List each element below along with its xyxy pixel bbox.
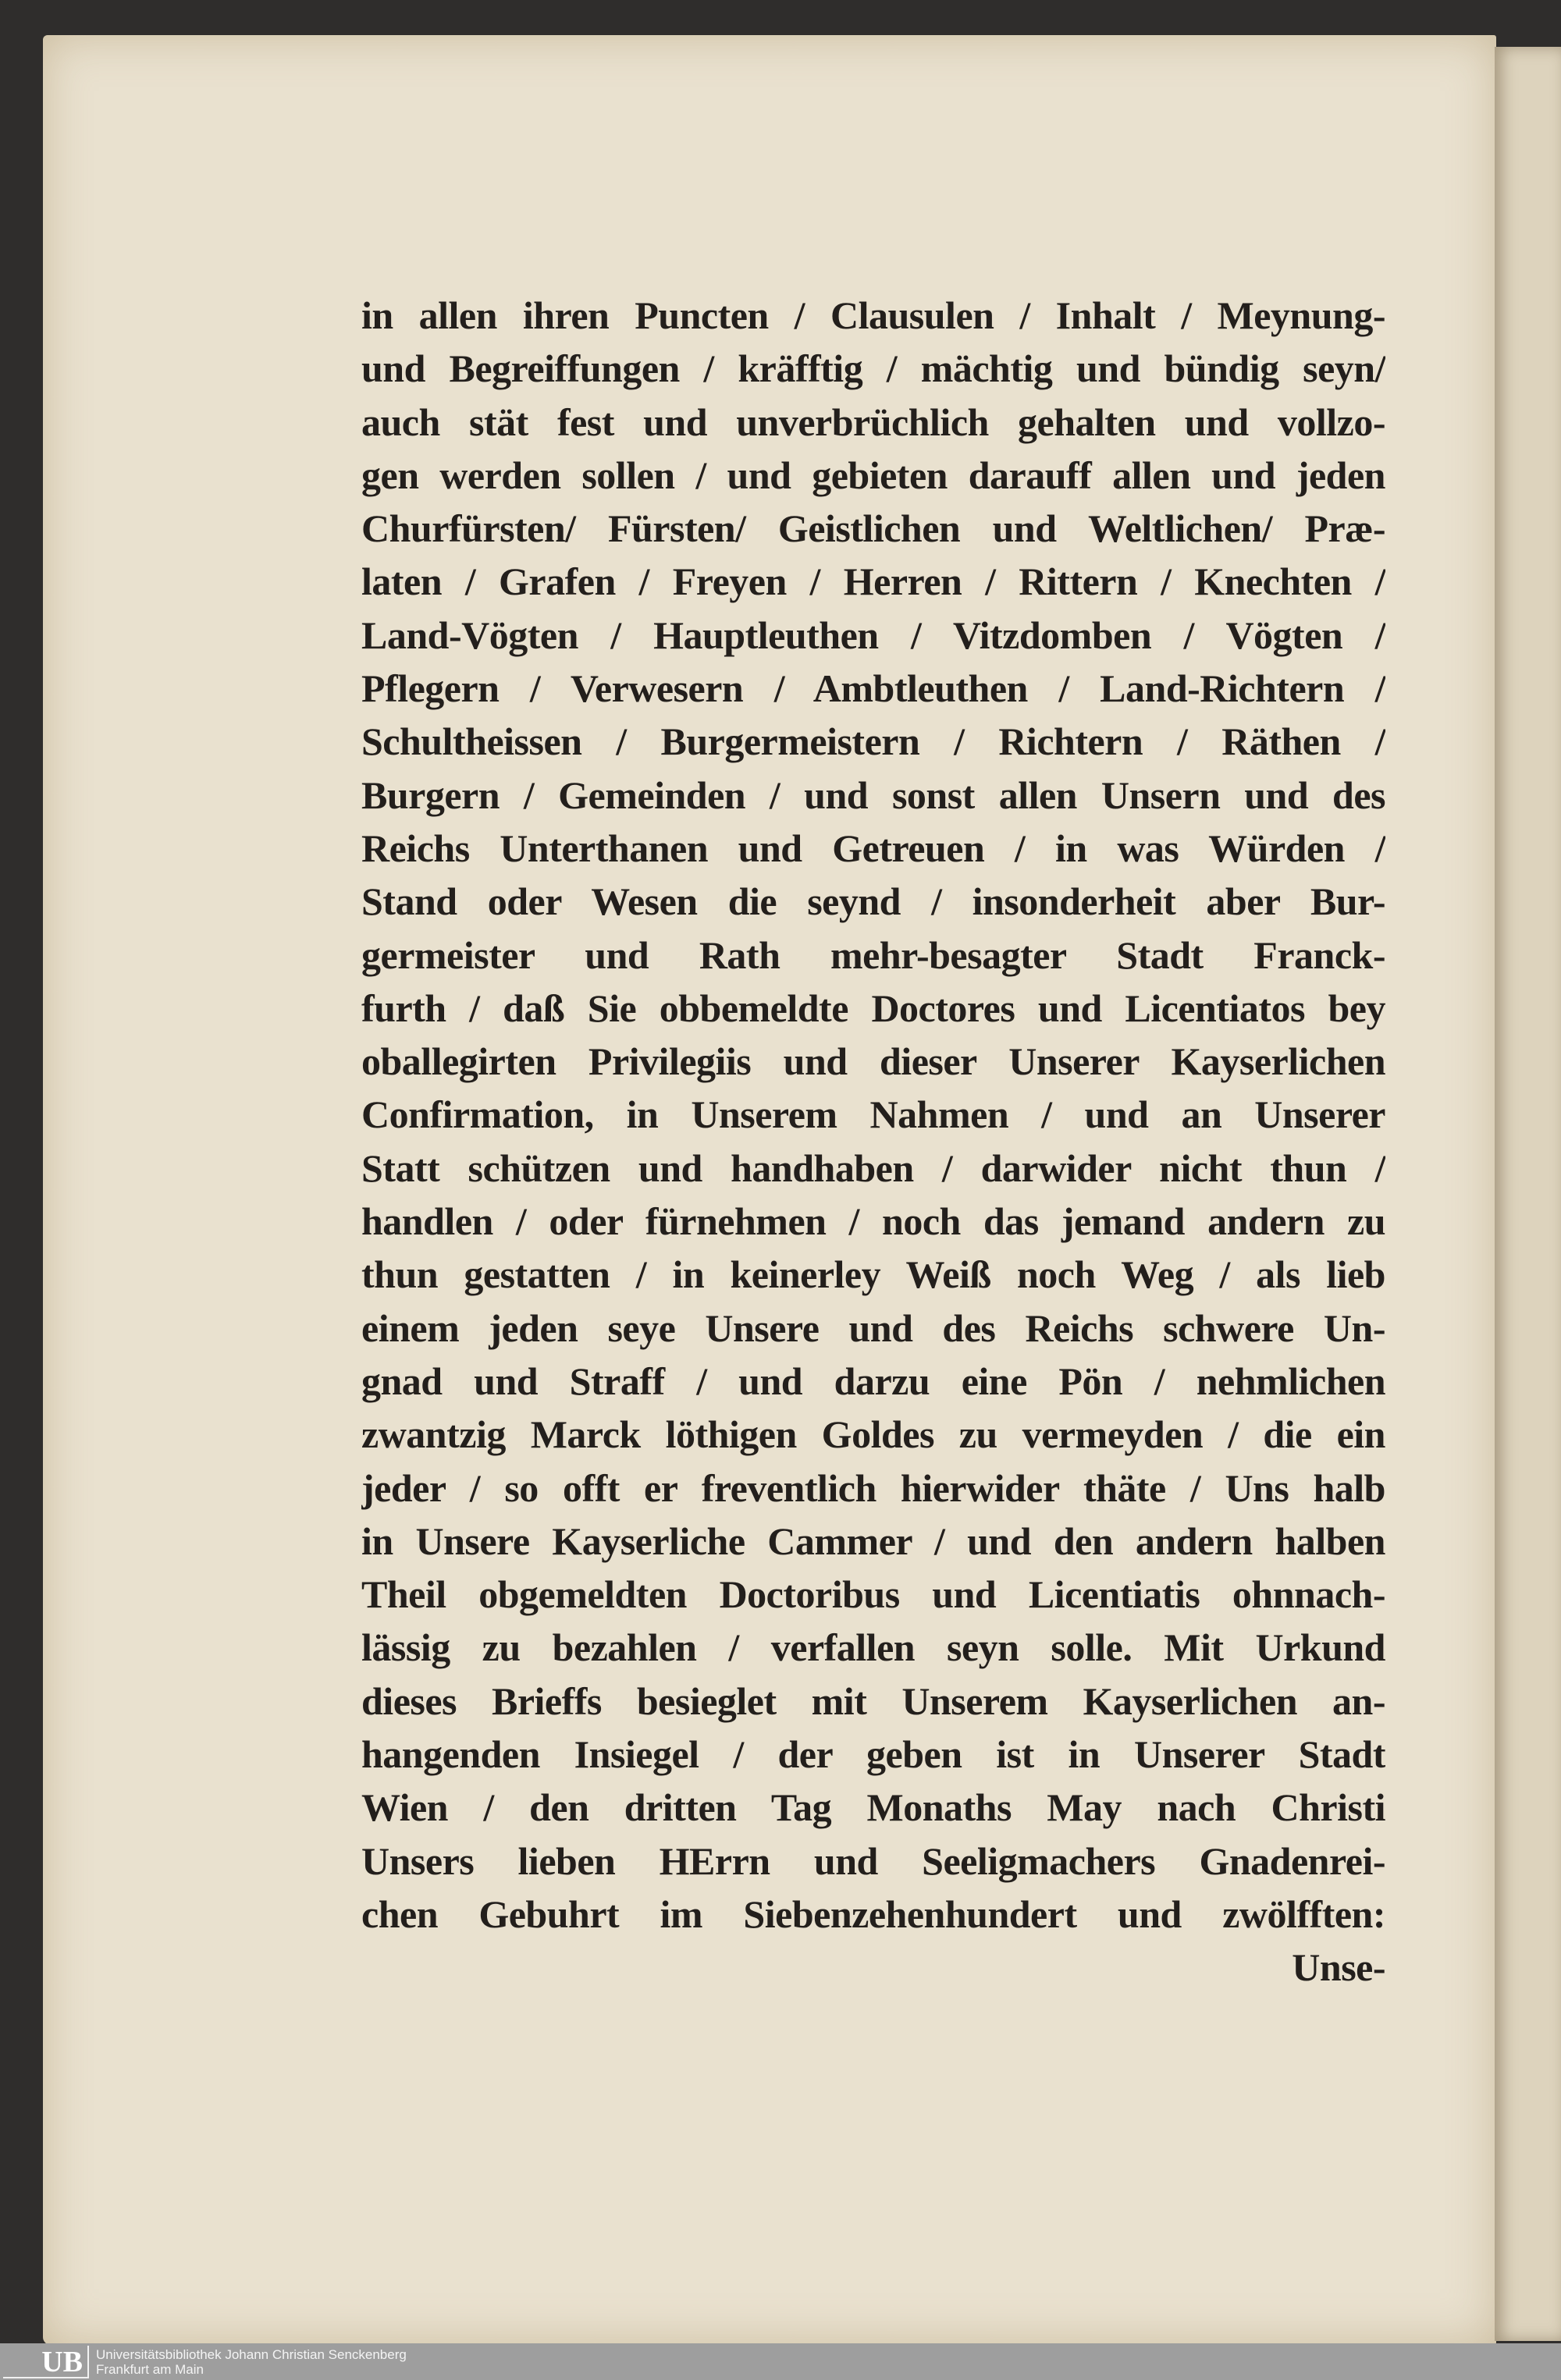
page-text-block: [361, 289, 1385, 1995]
text-line: Unsers lieben HErrn und Seeligmachers Gnadenrei-: [361, 1838, 1385, 1883]
ub-logo: UB: [3, 2346, 89, 2378]
text-line: chen Gebuhrt im Siebenzehenhundert und zwölfften:: [361, 1892, 1385, 1936]
text-line: auch stät fest und unverbrüchlich gehalten und vollzo-: [361, 400, 1385, 444]
text-line: hangenden Insiegel / der geben ist in Unserer Stadt: [361, 1732, 1385, 1777]
text-line: gnad und Straff / und darzu eine Pön / nehmlichen: [361, 1359, 1385, 1403]
catchword: Unse-: [1292, 1945, 1385, 1990]
footer-city: Frankfurt am Main: [96, 2362, 204, 2377]
text-line: Theil obgemeldten Doctoribus und Licentiatis ohnnach-: [361, 1572, 1385, 1617]
facing-page-edge: [1495, 47, 1561, 2341]
text-line: gen werden sollen / und gebieten darauff allen und jeden: [361, 453, 1385, 497]
text-line: Pflegern / Verwesern / Ambtleuthen / Land-Richtern /: [361, 666, 1385, 711]
text-line: einem jeden seye Unsere und des Reichs schwere Un-: [361, 1305, 1385, 1350]
text-line: in allen ihren Puncten / Clausulen / Inhalt / Meynung-: [361, 293, 1385, 337]
text-line: laten / Grafen / Freyen / Herren / Rittern / Knechten /: [361, 559, 1385, 604]
text-line: lässig zu bezahlen / verfallen seyn solle. Mit Urkund: [361, 1625, 1385, 1670]
text-line: Land-Vögten / Hauptleuthen / Vitzdomben / Vögten /: [361, 613, 1385, 657]
text-line: Schultheissen / Burgermeistern / Richtern / Räthen /: [361, 719, 1385, 764]
text-line: Reichs Unterthanen und Getreuen / in was Würden /: [361, 826, 1385, 870]
text-line: Burgern / Gemeinden / und sonst allen Unsern und des: [361, 773, 1385, 817]
text-line: dieses Brieffs besieglet mit Unserem Kayserlichen an-: [361, 1678, 1385, 1723]
text-line: Stand oder Wesen die seynd / insonderheit aber Bur-: [361, 879, 1385, 924]
text-line: Churfürsten/ Fürsten/ Geistlichen und Weltlichen/ Præ-: [361, 506, 1385, 551]
text-line: jeder / so offt er freventlich hierwider thäte / Uns halb: [361, 1465, 1385, 1510]
text-line: germeister und Rath mehr-besagter Stadt Franck-: [361, 932, 1385, 977]
text-line: thun gestatten / in keinerley Weiß noch Weg / als lieb: [361, 1252, 1385, 1297]
text-line: furth / daß Sie obbemeldte Doctores und Licentiatos bey: [361, 986, 1385, 1030]
text-line: Statt schützen und handhaben / darwider nicht thun /: [361, 1146, 1385, 1190]
text-line: oballegirten Privilegiis und dieser Unserer Kayserlichen: [361, 1039, 1385, 1084]
text-line: Confirmation, in Unserem Nahmen / und an Unserer: [361, 1092, 1385, 1137]
text-line: und Begreiffungen / kräfftig / mächtig und bündig seyn/: [361, 346, 1385, 391]
text-line: in Unsere Kayserliche Cammer / und den andern halben: [361, 1519, 1385, 1563]
footer-institution: Universitätsbibliothek Johann Christian Senckenberg: [96, 2347, 407, 2362]
text-line: zwantzig Marck löthigen Goldes zu vermeyden / die ein: [361, 1412, 1385, 1457]
text-line: handlen / oder fürnehmen / noch das jemand andern zu: [361, 1199, 1385, 1244]
footer-credit: [96, 2347, 407, 2377]
text-line: Wien / den dritten Tag Monaths May nach Christi: [361, 1785, 1385, 1830]
